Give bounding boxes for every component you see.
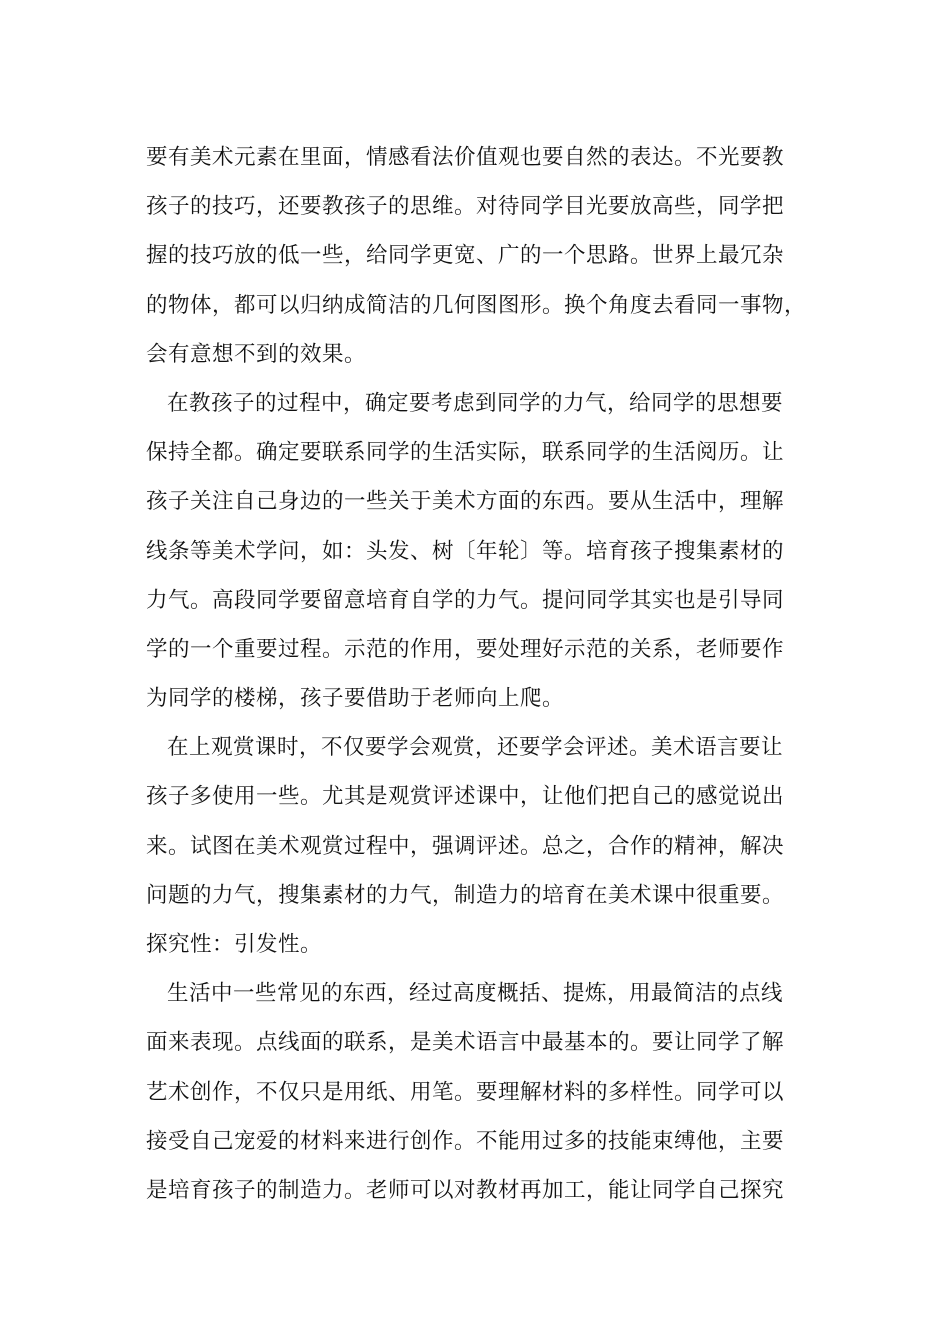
paragraph-first-line: 在上观赏课时，不仅要学会观赏，还要学会评述。美术语言要让 (167, 735, 784, 761)
text-line: 来。试图在美术观赏过程中，强调评述。总之，合作的精神，解决 (146, 833, 785, 859)
text-line: 是培育孩子的制造力。老师可以对教材再加工，能让同学自己探究 (146, 1177, 785, 1203)
body-text (146, 133, 826, 1215)
text-line: 学的一个重要过程。示范的作用，要处理好示范的关系，老师要作 (146, 636, 785, 662)
text-line: 保持全都。确定要联系同学的生活实际，联系同学的生活阅历。让 (146, 440, 785, 466)
text-line: 为同学的楼梯，孩子要借助于老师向上爬。 (146, 686, 565, 712)
text-line: 线条等美术学问，如：头发、树〔年轮〕等。培育孩子搜集素材的 (146, 538, 785, 564)
text-line: 探究性：引发性。 (146, 932, 323, 957)
paragraph-first-line: 在教孩子的过程中，确定要考虑到同学的力气，给同学的思想要 (167, 390, 784, 416)
paragraph-first-line: 生活中一些常见的东西，经过高度概括、提炼，用最简洁的点线 (167, 981, 784, 1007)
text-line: 要有美术元素在里面，情感看法价值观也要自然的表达。不光要教 (146, 145, 785, 170)
text-line: 力气。高段同学要留意培育自学的力气。提问同学其实也是引导同 (146, 587, 785, 613)
text-line: 面来表现。点线面的联系，是美术语言中最基本的。要让同学了解 (146, 1030, 785, 1056)
text-line: 孩子关注自己身边的一些关于美术方面的东西。要从生活中，理解 (146, 489, 785, 515)
text-line: 问题的力气，搜集素材的力气，制造力的培育在美术课中很重要。 (146, 882, 785, 908)
text-line: 接受自己宠爱的材料来进行创作。不能用过多的技能束缚他，主要 (146, 1128, 785, 1154)
text-line: 会有意想不到的效果。 (146, 341, 367, 367)
text-line: 的物体，都可以归纳成简洁的几何图图形。换个角度去看同一事物， (146, 292, 807, 318)
text-line: 艺术创作，不仅只是用纸、用笔。要理解材料的多样性。同学可以 (146, 1079, 785, 1105)
text-line: 握的技巧放的低一些，给同学更宽、广的一个思路。世界上最冗杂 (146, 243, 785, 269)
text-line: 孩子的技巧，还要教孩子的思维。对待同学目光要放高些，同学把 (146, 194, 785, 220)
text-line: 孩子多使用一些。尤其是观赏评述课中，让他们把自己的感觉说出 (146, 784, 785, 810)
